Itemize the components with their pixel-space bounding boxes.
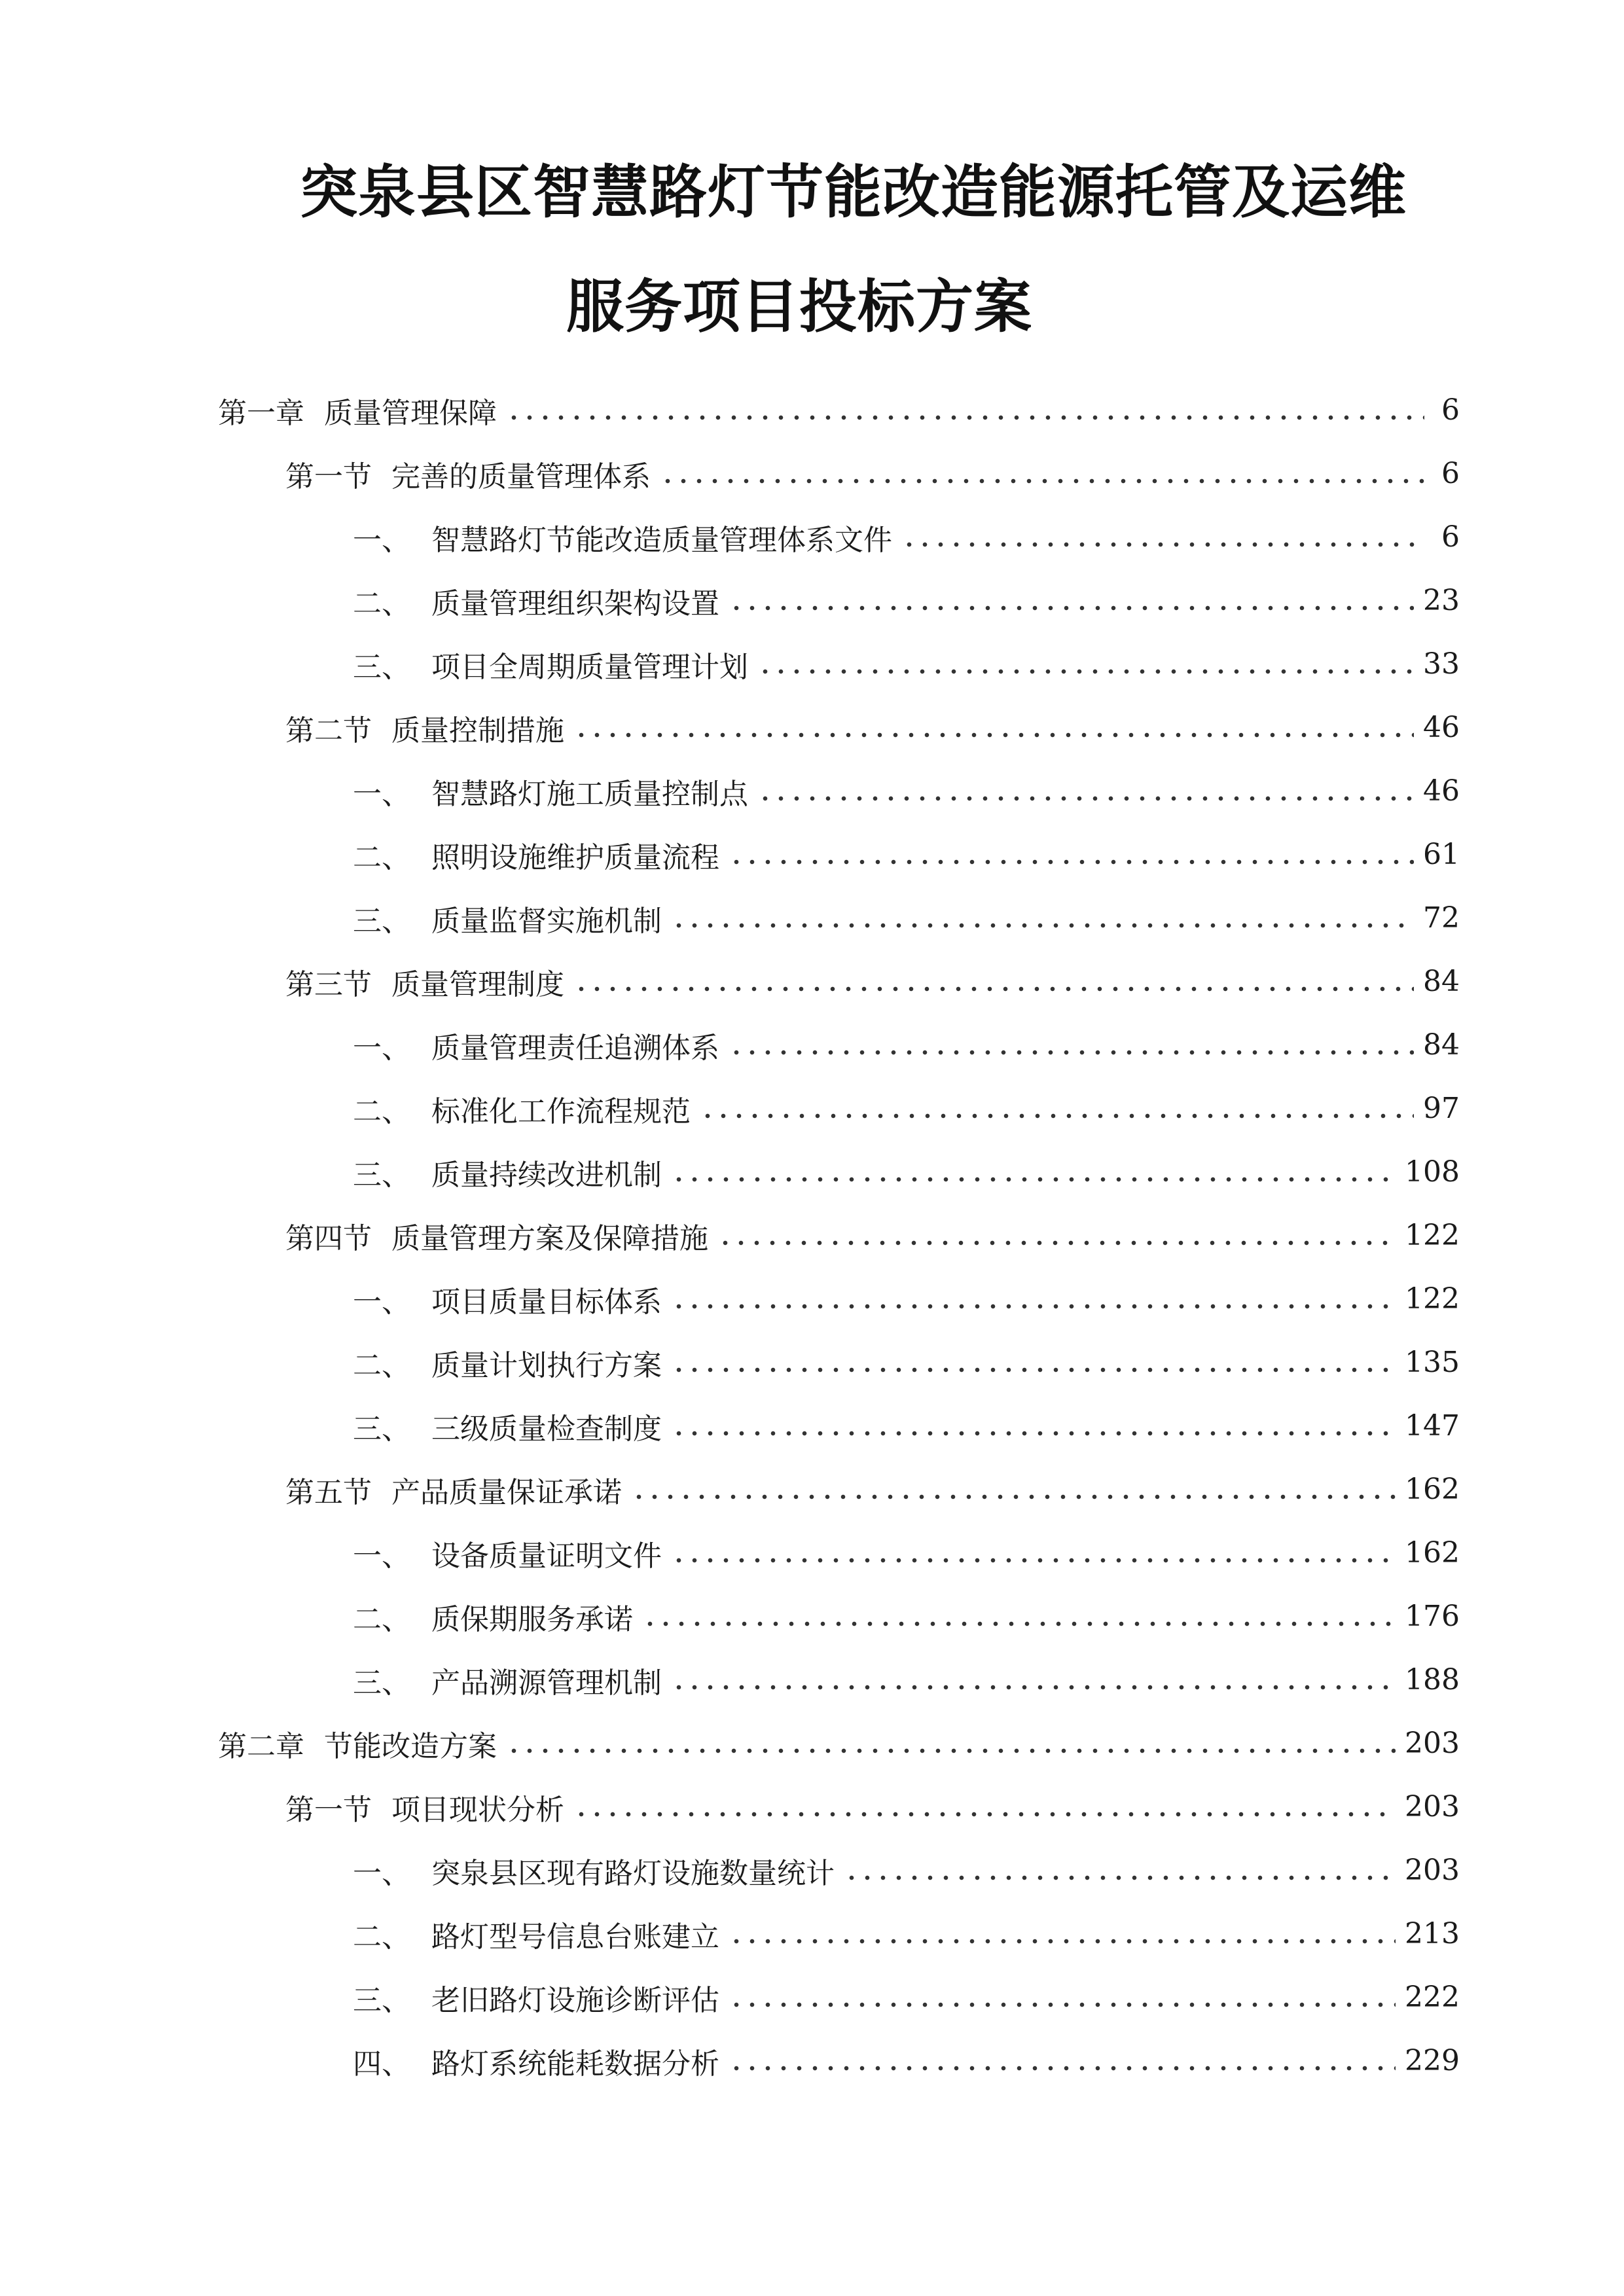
toc-entry-number: 第五节 — [285, 1475, 372, 1509]
toc-entry-label — [353, 2040, 719, 2082]
toc-entry-label — [218, 1723, 497, 1765]
toc-entry-title: 设备质量证明文件 — [431, 1539, 662, 1573]
toc-dot-leader — [506, 411, 1424, 424]
toc-entry-number: 二、 — [353, 1920, 410, 1954]
toc-entry-title: 老旧路灯设施诊断评估 — [431, 1983, 719, 2017]
toc-entry[interactable] — [353, 1902, 1460, 1965]
toc-entry-label — [218, 389, 497, 431]
toc-entry-label — [353, 1532, 662, 1574]
toc-page-number: 46 — [1423, 774, 1460, 808]
toc-page-number: 176 — [1405, 1600, 1460, 1633]
toc-page-number: 213 — [1405, 1917, 1460, 1950]
toc-entry-title: 质量管理组织架构设置 — [431, 586, 719, 620]
toc-entry[interactable] — [353, 886, 1460, 950]
toc-entry[interactable] — [353, 1394, 1460, 1458]
toc-entry[interactable] — [218, 1712, 1460, 1775]
toc-page-number: 188 — [1405, 1663, 1460, 1696]
toc-dot-leader — [671, 919, 1414, 932]
toc-entry-label — [353, 1850, 835, 1892]
toc-page-number: 122 — [1405, 1219, 1460, 1252]
toc-dot-leader — [844, 1871, 1396, 1884]
toc-entry-label — [353, 516, 892, 558]
toc-entry-title: 质量管理保障 — [324, 396, 497, 430]
toc-dot-leader — [671, 1427, 1396, 1440]
toc-dot-leader — [642, 1617, 1396, 1630]
toc-page-number: 162 — [1405, 1536, 1460, 1570]
toc-entry[interactable] — [218, 378, 1460, 442]
toc-entry-label — [353, 834, 719, 876]
toc-entry-number: 一、 — [353, 1285, 410, 1319]
toc-entry-number: 四、 — [353, 2047, 410, 2081]
toc-dot-leader — [729, 2062, 1396, 2075]
toc-entry-title: 智慧路灯施工质量控制点 — [431, 777, 748, 811]
toc-page-number: 33 — [1423, 647, 1460, 681]
toc-entry[interactable] — [353, 632, 1460, 696]
toc-entry-number: 三、 — [353, 1666, 410, 1700]
toc-entry-label — [353, 580, 719, 622]
toc-entry-label — [285, 1786, 564, 1828]
toc-entry[interactable] — [285, 696, 1460, 759]
toc-entry-number: 一、 — [353, 777, 410, 811]
toc-dot-leader — [671, 1173, 1396, 1186]
toc-entry-number: 二、 — [353, 1094, 410, 1128]
toc-page-number: 84 — [1423, 965, 1460, 998]
toc-entry-number: 二、 — [353, 840, 410, 874]
toc-entry-title: 质量监督实施机制 — [431, 904, 662, 938]
toc-entry-label — [353, 1088, 691, 1130]
toc-dot-leader — [660, 475, 1424, 488]
toc-entry-label — [353, 1977, 719, 2018]
toc-entry[interactable] — [353, 1077, 1460, 1140]
toc-entry[interactable] — [353, 1013, 1460, 1077]
toc-entry[interactable] — [353, 1585, 1460, 1648]
toc-entry-number: 一、 — [353, 523, 410, 557]
toc-dot-leader — [729, 855, 1414, 869]
toc-page-number: 97 — [1423, 1092, 1460, 1125]
toc-entry-number: 三、 — [353, 1412, 410, 1446]
toc-page-number: 147 — [1405, 1409, 1460, 1443]
toc-entry-label — [285, 961, 564, 1003]
toc-page-number: 203 — [1405, 1854, 1460, 1887]
toc-entry-title: 完善的质量管理体系 — [391, 459, 651, 493]
toc-dot-leader — [671, 1300, 1396, 1313]
toc-entry[interactable] — [285, 1204, 1460, 1267]
toc-dot-leader — [757, 792, 1414, 805]
toc-entry-label — [353, 1151, 662, 1193]
toc-entry-title: 质量管理方案及保障措施 — [391, 1221, 708, 1255]
toc-entry-number: 三、 — [353, 650, 410, 684]
toc-page-number: 61 — [1423, 838, 1460, 871]
toc-entry-label — [353, 1342, 662, 1384]
toc-entry[interactable] — [353, 1648, 1460, 1712]
toc-entry-number: 一、 — [353, 1856, 410, 1890]
toc-dot-leader — [573, 1808, 1396, 1821]
toc-entry-label — [285, 707, 564, 749]
toc-page-number: 203 — [1405, 1790, 1460, 1823]
toc-entry-number: 二、 — [353, 1602, 410, 1636]
toc-dot-leader — [700, 1109, 1414, 1122]
toc-entry[interactable] — [353, 1140, 1460, 1204]
toc-entry-number: 第一章 — [218, 396, 304, 430]
toc-page-number: 6 — [1441, 457, 1460, 490]
toc-entry-number: 二、 — [353, 586, 410, 620]
toc-page-number: 108 — [1405, 1155, 1460, 1189]
toc-entry-title: 路灯系统能耗数据分析 — [431, 2047, 719, 2081]
toc-entry-title: 产品溯源管理机制 — [431, 1666, 662, 1700]
toc-entry[interactable] — [285, 442, 1460, 505]
toc-dot-leader — [631, 1490, 1396, 1503]
toc-entry-label — [353, 1405, 662, 1447]
toc-entry-number: 第一节 — [285, 459, 372, 493]
toc-entry-title: 节能改造方案 — [324, 1729, 497, 1763]
document-title-line-1: 突泉县区智慧路灯节能改造能源托管及运维 — [300, 158, 1407, 226]
toc-entry-label — [353, 1024, 719, 1066]
toc-entry-label — [353, 643, 748, 685]
toc-entry-title: 质量计划执行方案 — [431, 1348, 662, 1382]
toc-entry-title: 质量管理责任追溯体系 — [431, 1031, 719, 1065]
toc-entry[interactable] — [353, 569, 1460, 632]
toc-entry-label — [353, 897, 662, 939]
toc-dot-leader — [671, 1363, 1396, 1376]
toc-entry[interactable] — [353, 505, 1460, 569]
toc-dot-leader — [717, 1236, 1396, 1249]
toc-entry-title: 路灯型号信息台账建立 — [431, 1920, 719, 1954]
toc-entry-title: 产品质量保证承诺 — [391, 1475, 622, 1509]
toc-page-number: 222 — [1405, 1981, 1460, 2014]
toc-entry-number: 三、 — [353, 904, 410, 938]
toc-dot-leader — [573, 982, 1414, 996]
toc-entry-title: 照明设施维护质量流程 — [431, 840, 719, 874]
toc-page-number: 6 — [1441, 393, 1460, 427]
toc-entry-title: 质量控制措施 — [391, 713, 564, 747]
toc-dot-leader — [729, 601, 1414, 615]
toc-entry-number: 三、 — [353, 1158, 410, 1192]
toc-entry-title: 标准化工作流程规范 — [431, 1094, 691, 1128]
toc-page-number: 46 — [1423, 711, 1460, 744]
toc-entry-title: 质保期服务承诺 — [431, 1602, 633, 1636]
toc-dot-leader — [729, 1046, 1414, 1059]
toc-entry-number: 第二章 — [218, 1729, 304, 1763]
toc-entry-number: 第三节 — [285, 967, 372, 1001]
toc-page-number: 229 — [1405, 2044, 1460, 2077]
toc-dot-leader — [757, 665, 1414, 678]
toc-page-number: 72 — [1423, 901, 1460, 935]
toc-entry-number: 三、 — [353, 1983, 410, 2017]
toc-entry-number: 第一节 — [285, 1793, 372, 1827]
toc-entry[interactable] — [353, 2029, 1460, 2092]
toc-page-number: 203 — [1405, 1727, 1460, 1760]
toc-dot-leader — [671, 1681, 1396, 1694]
toc-page-number: 122 — [1405, 1282, 1460, 1316]
toc-entry-number: 一、 — [353, 1031, 410, 1065]
toc-entry[interactable] — [353, 1267, 1460, 1331]
toc-entry-label — [353, 1913, 719, 1955]
toc-entry-label — [353, 1278, 662, 1320]
toc-entry-number: 二、 — [353, 1348, 410, 1382]
toc-entry[interactable] — [353, 1331, 1460, 1394]
toc-entry-title: 质量管理制度 — [391, 967, 564, 1001]
toc-page-number: 84 — [1423, 1028, 1460, 1062]
toc-dot-leader — [729, 1998, 1396, 2011]
toc-entry-title: 三级质量检查制度 — [431, 1412, 662, 1446]
toc-entry-title: 项目质量目标体系 — [431, 1285, 662, 1319]
toc-entry[interactable] — [285, 1458, 1460, 1521]
toc-entry-title: 质量持续改进机制 — [431, 1158, 662, 1192]
toc-dot-leader — [671, 1554, 1396, 1567]
toc-entry[interactable] — [353, 1839, 1460, 1902]
toc-entry-number: 一、 — [353, 1539, 410, 1573]
toc-entry[interactable] — [353, 759, 1460, 823]
toc-entry-label — [285, 1469, 622, 1511]
toc-entry-label — [353, 1659, 662, 1701]
toc-entry[interactable] — [353, 1521, 1460, 1585]
toc-entry-label — [353, 1596, 633, 1638]
toc-dot-leader — [506, 1744, 1396, 1757]
toc-page-number: 135 — [1405, 1346, 1460, 1379]
toc-entry-title: 智慧路灯节能改造质量管理体系文件 — [431, 523, 892, 557]
document-title-line-2: 服务项目投标方案 — [566, 273, 1033, 340]
toc-entry[interactable] — [353, 823, 1460, 886]
toc-dot-leader — [573, 728, 1414, 742]
toc-entry-label — [285, 1215, 708, 1257]
toc-entry-label — [353, 770, 748, 812]
toc-page-number: 23 — [1423, 584, 1460, 617]
toc-page-number: 6 — [1441, 520, 1460, 554]
toc-dot-leader — [729, 1935, 1396, 1948]
toc-entry-title: 项目全周期质量管理计划 — [431, 650, 748, 684]
toc-dot-leader — [901, 538, 1424, 551]
toc-entry[interactable] — [285, 950, 1460, 1013]
toc-entry-title: 突泉县区现有路灯设施数量统计 — [431, 1856, 835, 1890]
toc-entry[interactable] — [353, 1965, 1460, 2029]
toc-page-number: 162 — [1405, 1473, 1460, 1506]
toc-entry-number: 第二节 — [285, 713, 372, 747]
toc-entry-label — [285, 453, 651, 495]
toc-entry[interactable] — [285, 1775, 1460, 1839]
toc-entry-title: 项目现状分析 — [391, 1793, 564, 1827]
toc-entry-number: 第四节 — [285, 1221, 372, 1255]
